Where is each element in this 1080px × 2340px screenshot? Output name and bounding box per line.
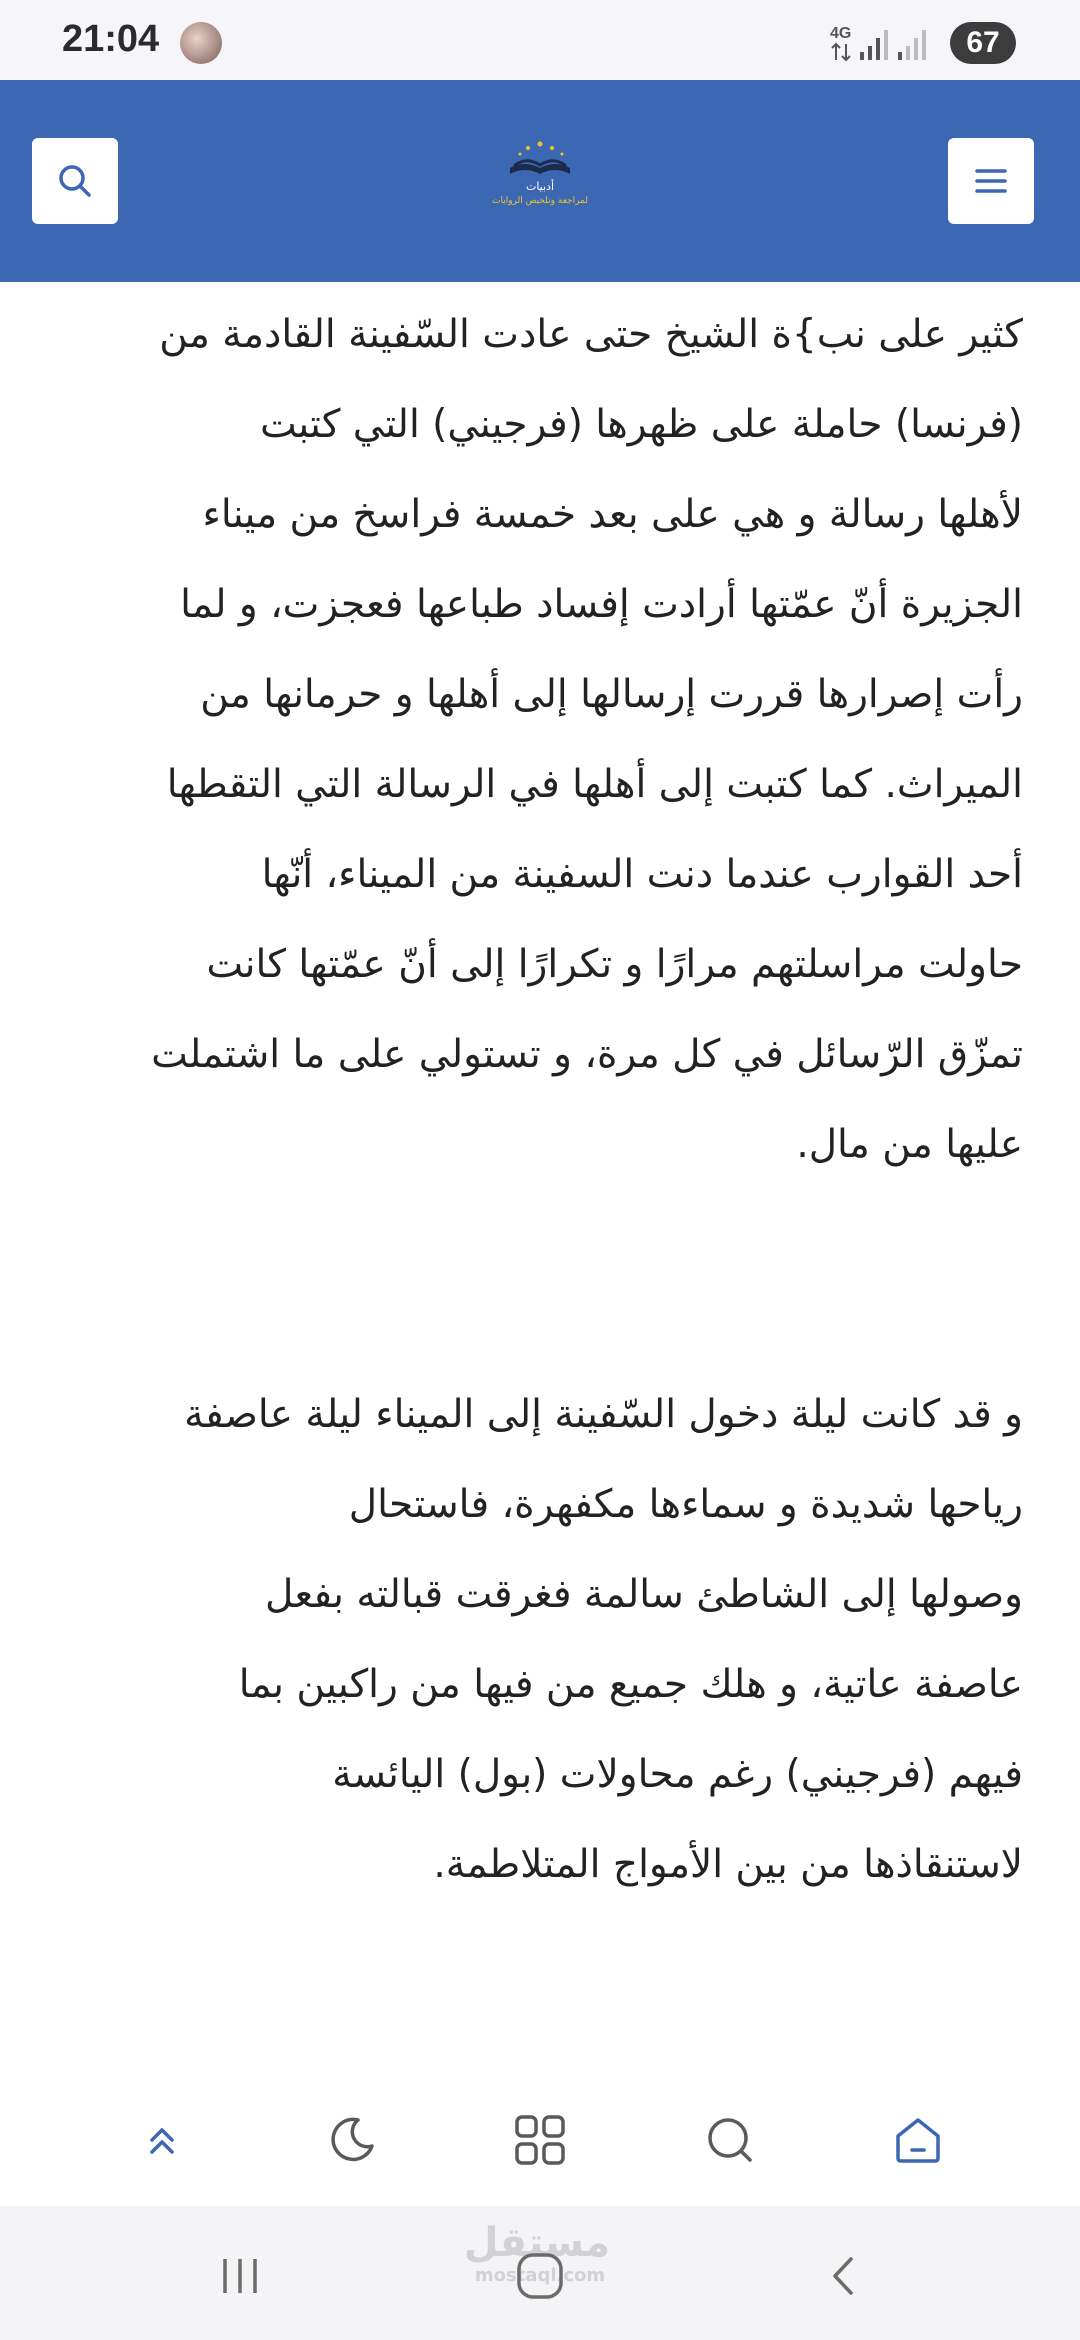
search-icon [55, 161, 95, 201]
logo-subtitle: لمراجعة وتلخيص الروايات [491, 196, 589, 206]
text-line: لاستنقاذها من بين الأمواج المتلاطمة. [433, 1842, 1023, 1887]
menu-icon [971, 161, 1011, 201]
dark-mode-button[interactable] [312, 2100, 392, 2180]
chevrons-up-icon [140, 2118, 184, 2162]
text-line: عليها من مال. [796, 1122, 1023, 1167]
paragraph [55, 290, 1023, 1190]
grid-icon [513, 2113, 567, 2167]
text-line: عاصفة عاتية، و هلك جميع من فيها من راكبين بما [238, 1662, 1023, 1707]
article-body [55, 290, 1023, 1910]
text-line: حاولت مراسلتهم مرارًا و تكرارًا إلى أنّ عمّتها كانت [206, 942, 1023, 987]
text-line: و قد كانت ليلة دخول السّفينة إلى الميناء ليلة عاصفة [184, 1392, 1023, 1437]
text-line: رأت إصرارها قررت إرسالها إلى أهلها و حرمانها من [200, 672, 1023, 717]
text-line: تمزّق الرّسائل في كل مرة، و تستولي على ما اشتملت [151, 1032, 1023, 1077]
paragraph [55, 1370, 1023, 1910]
text-line: لأهلها رسالة و هي على بعد خمسة فراسخ من ميناء [202, 492, 1023, 537]
nav-search-button[interactable] [690, 2100, 770, 2180]
home-icon [892, 2114, 944, 2166]
text-line: أحد القوارب عندما دنت السفينة من الميناء، أنّها [261, 852, 1023, 897]
home-pill-icon [513, 2249, 567, 2303]
text-line: الميراث. كما كتبت إلى أهلها في الرسالة التي التقطها [166, 762, 1023, 807]
system-home-button[interactable] [500, 2236, 580, 2316]
status-bar [0, 0, 1080, 80]
text-line: فيهم (فرجيني) رغم محاولات (بول) اليائسة [332, 1752, 1023, 1797]
site-header [0, 80, 1080, 282]
notification-avatar-icon [180, 22, 222, 64]
text-line: (فرنسا) حاملة على ظهرها (فرجيني) التي كتبت [259, 402, 1023, 447]
categories-button[interactable] [500, 2100, 580, 2180]
back-chevron-icon [819, 2251, 869, 2301]
paragraph-spacer [55, 1190, 1023, 1370]
network-type-label: 4G [830, 25, 852, 42]
signal-icon [828, 22, 938, 64]
status-time: 21:04 [62, 18, 160, 60]
text-line: كثير على نب}ة الشيخ حتى عادت السّفينة القادمة من [159, 312, 1023, 357]
system-back-button[interactable] [804, 2236, 884, 2316]
bottom-navigation [0, 2070, 1080, 2206]
moon-icon [326, 2114, 378, 2166]
watermark-latin: mostaql.com [474, 2265, 606, 2286]
watermark-arabic: مستقل [463, 2220, 610, 2266]
recent-apps-icon [215, 2251, 265, 2301]
battery-indicator: 67 [950, 22, 1016, 64]
menu-button[interactable] [948, 138, 1034, 224]
search-button[interactable] [32, 138, 118, 224]
system-navigation-bar [0, 2206, 1080, 2340]
text-line: الجزيرة أنّ عمّتها أرادت إفساد طباعها فعجزت، و لما [180, 582, 1023, 627]
logo-title: أدبيات [525, 180, 555, 193]
home-button[interactable] [878, 2100, 958, 2180]
recent-apps-button[interactable] [200, 2236, 280, 2316]
scroll-to-top-button[interactable] [122, 2100, 202, 2180]
text-line: رياحها شديدة و سماءها مكفهرة، فاستحال [348, 1482, 1023, 1527]
site-logo[interactable] [480, 138, 600, 218]
text-line: وصولها إلى الشاطئ سالمة فغرقت قبالته بفعل [265, 1572, 1023, 1617]
search-icon [704, 2114, 756, 2166]
open-book-icon [480, 138, 600, 182]
